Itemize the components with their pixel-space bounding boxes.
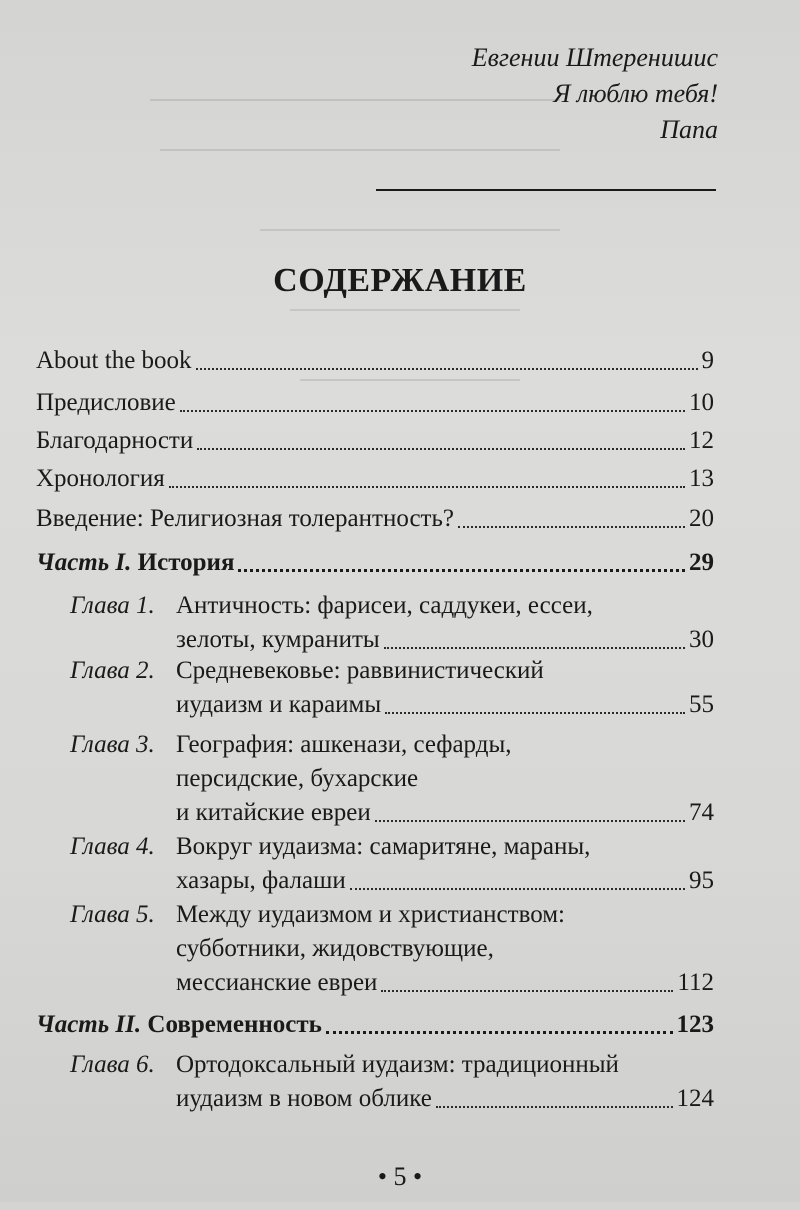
toc-chapter-1[interactable] <box>70 589 714 661</box>
chapter-title-line: География: ашкенази, сефарды, <box>176 731 512 758</box>
chapter-title-line: Вокруг иудаизма: самаритяне, мараны, <box>176 833 591 860</box>
dedication-signature: Папа <box>660 115 718 144</box>
chapter-page: 55 <box>689 691 714 718</box>
chapter-prefix: Глава 5. <box>70 901 155 928</box>
part-title: Современность <box>147 1011 322 1038</box>
toc-title: СОДЕРЖАНИЕ <box>273 262 527 299</box>
dot-leader <box>180 410 685 412</box>
chapter-page: 30 <box>689 626 714 653</box>
chapter-prefix: Глава 2. <box>70 657 155 684</box>
dot-leader <box>458 526 685 528</box>
chapter-prefix: Глава 6. <box>70 1051 155 1078</box>
chapter-page: 74 <box>689 799 714 826</box>
chapter-title-line: иудаизм в новом облике <box>176 1085 432 1112</box>
chapter-title-line: Средневековье: раввинистический <box>176 657 544 684</box>
toc-chapter-3[interactable] <box>70 728 714 834</box>
chapter-title-line: и китайские евреи <box>176 799 371 826</box>
part-page: 29 <box>689 549 714 576</box>
chapter-title-line: иудаизм и караимы <box>176 691 382 718</box>
dot-leader <box>436 1106 673 1108</box>
chapter-last-line <box>176 623 714 657</box>
toc-entry-page: 9 <box>701 347 714 374</box>
toc-entry[interactable] <box>36 344 714 378</box>
page-number: • 5 • <box>377 1162 423 1191</box>
part-prefix: Часть II. <box>36 1011 142 1038</box>
chapter-last-line <box>176 966 714 1000</box>
chapter-title-line: Античность: фарисеи, саддукеи, ессеи, <box>176 592 593 619</box>
dot-leader <box>169 486 685 488</box>
toc-entry-label: About the book <box>36 347 192 374</box>
chapter-title-line: мессианские евреи <box>176 969 378 996</box>
chapter-prefix: Глава 3. <box>70 731 155 758</box>
part-page: 123 <box>676 1011 714 1038</box>
chapter-title-line: зелоты, кумраниты <box>176 626 380 653</box>
dedication-message: Я люблю тебя! <box>553 79 718 108</box>
dedication <box>472 40 718 148</box>
chapter-page: 124 <box>676 1085 714 1112</box>
part-title: История <box>137 549 235 576</box>
toc-chapter-2[interactable] <box>70 654 714 726</box>
toc-entry-label: Хронология <box>36 465 165 492</box>
dot-leader <box>381 990 673 992</box>
chapter-last-line <box>176 1082 714 1116</box>
dot-leader <box>350 888 685 890</box>
toc-entry-page: 13 <box>689 465 714 492</box>
toc-chapter-5[interactable] <box>70 898 714 1004</box>
chapter-prefix: Глава 4. <box>70 833 155 860</box>
toc-entry-page: 12 <box>689 427 714 454</box>
chapter-title-line: субботники, жидовствующие, <box>176 935 494 962</box>
toc-entry-label: Благодарности <box>36 427 194 454</box>
dedication-divider <box>376 189 716 191</box>
chapter-title-line: Ортодоксальный иудаизм: традиционный <box>176 1051 619 1078</box>
dot-leader <box>326 1031 673 1034</box>
toc-entry-label: Предисловие <box>36 389 176 416</box>
chapter-last-line <box>176 864 714 898</box>
toc-entry[interactable] <box>36 424 714 458</box>
chapter-title-line: Между иудаизмом и христианством: <box>176 901 566 928</box>
dot-leader <box>197 448 685 450</box>
chapter-prefix: Глава 1. <box>70 592 155 619</box>
chapter-last-line <box>176 688 714 722</box>
toc-entry-label: Введение: Религиозная толерантность? <box>36 505 454 532</box>
toc-entry-page: 10 <box>689 389 714 416</box>
dot-leader <box>385 712 685 714</box>
chapter-page: 95 <box>689 867 714 894</box>
toc-part-2[interactable] <box>36 1008 714 1042</box>
toc-chapter-6[interactable] <box>70 1048 714 1120</box>
dot-leader <box>375 820 685 822</box>
dot-leader <box>384 647 685 649</box>
dot-leader <box>196 368 698 370</box>
dot-leader <box>238 569 685 572</box>
chapter-title-line: персидские, бухарские <box>176 765 419 792</box>
toc-entry[interactable] <box>36 462 714 496</box>
toc-part-1[interactable] <box>36 546 714 580</box>
toc-entry[interactable] <box>36 386 714 420</box>
toc-entry[interactable] <box>36 502 714 536</box>
part-prefix: Часть I. <box>36 549 132 576</box>
chapter-last-line <box>176 796 714 830</box>
chapter-page: 112 <box>677 969 714 996</box>
toc-entry-page: 20 <box>689 505 714 532</box>
dedication-name: Евгении Штеренишис <box>471 43 718 72</box>
toc-chapter-4[interactable] <box>70 830 714 902</box>
chapter-title-line: хазары, фалаши <box>176 867 346 894</box>
